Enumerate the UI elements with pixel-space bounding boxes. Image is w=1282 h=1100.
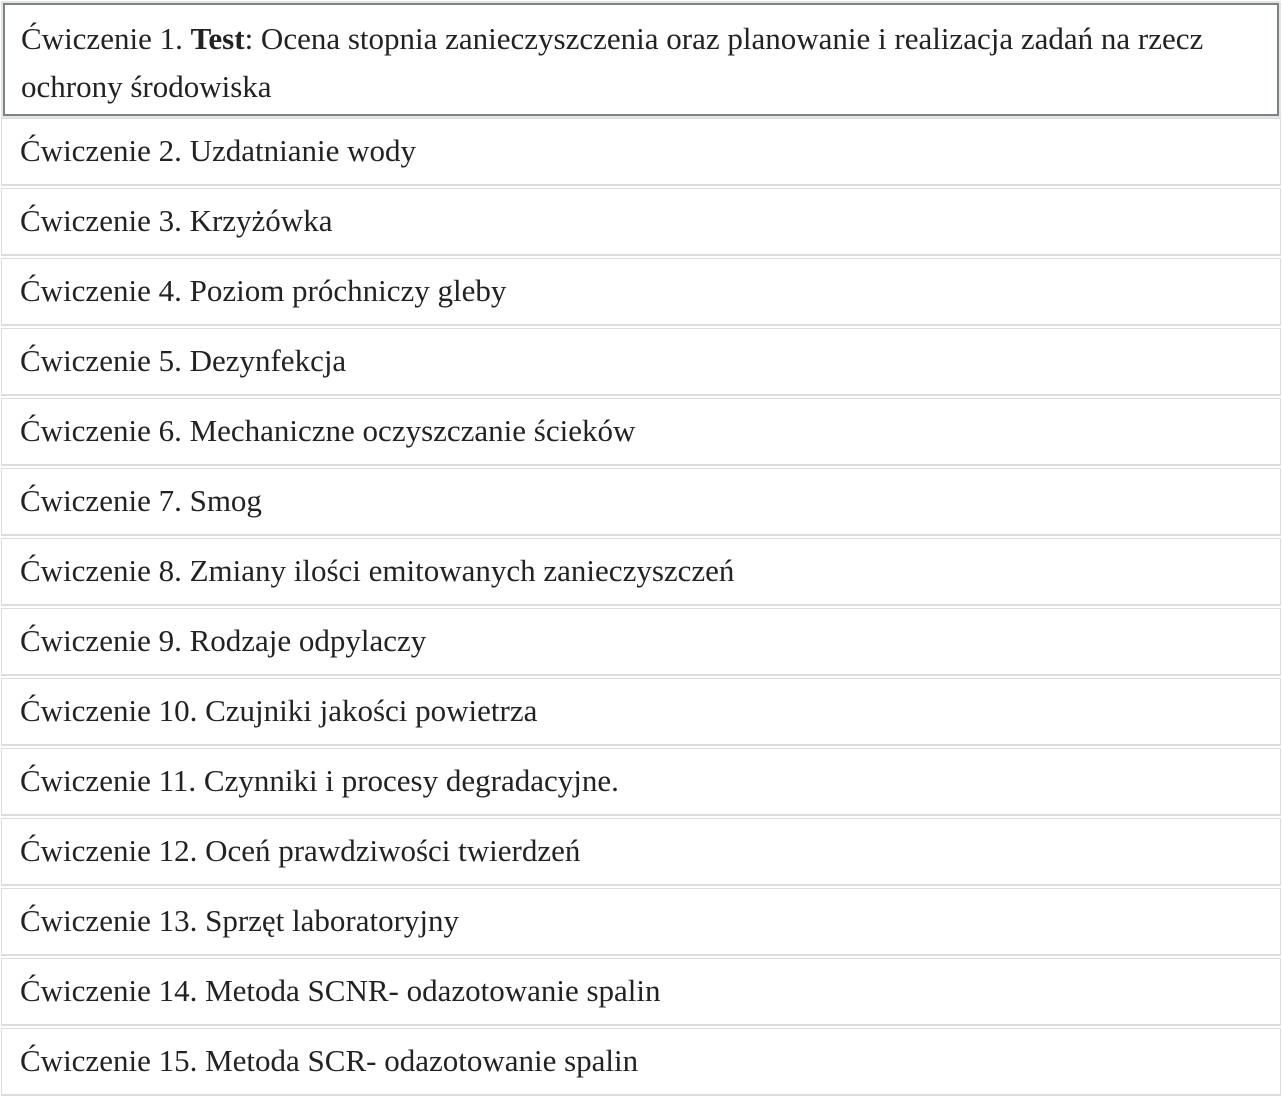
exercise-item-label: Ćwiczenie 5. Dezynfekcja (20, 343, 347, 378)
exercise-item-5[interactable] (1, 328, 1281, 396)
exercise-item-11[interactable] (1, 748, 1281, 816)
exercise-item-label: Ćwiczenie 8. Zmiany ilości emitowanych zanieczyszczeń (20, 553, 735, 588)
exercise-item-label: Ćwiczenie 3. Krzyżówka (20, 203, 333, 238)
exercise-item-8[interactable] (1, 538, 1281, 606)
exercise-item-15[interactable] (1, 1028, 1281, 1096)
exercise-item-10[interactable] (1, 678, 1281, 746)
exercise-item-label: Ćwiczenie 15. Metoda SCR- odazotowanie spalin (20, 1043, 639, 1078)
exercise-item-6[interactable] (1, 398, 1281, 466)
exercise-item-label: Ćwiczenie 9. Rodzaje odpylaczy (20, 623, 427, 658)
exercise-item-2[interactable] (1, 118, 1281, 186)
exercise-item-1[interactable] (3, 3, 1279, 116)
exercise-item-9[interactable] (1, 608, 1281, 676)
exercise-item-1-title: : Ocena stopnia zanieczyszczenia oraz planowanie i realizacja zadań na rzecz ochrony środowiska (21, 21, 1204, 104)
exercise-item-label: Ćwiczenie 6. Mechaniczne oczyszczanie ścieków (20, 413, 636, 448)
exercise-item-label: Ćwiczenie 11. Czynniki i procesy degradacyjne. (20, 763, 619, 798)
exercise-item-label: Ćwiczenie 13. Sprzęt laboratoryjny (20, 903, 460, 938)
exercise-item-12[interactable] (1, 818, 1281, 886)
exercise-item-14[interactable] (1, 958, 1281, 1026)
exercise-item-1-bold-label: Test (190, 21, 245, 56)
exercise-item-3[interactable] (1, 188, 1281, 256)
exercise-item-label: Ćwiczenie 7. Smog (20, 483, 262, 518)
exercise-item-4[interactable] (1, 258, 1281, 326)
exercise-item-label: Ćwiczenie 14. Metoda SCNR- odazotowanie spalin (20, 973, 661, 1008)
exercise-item-label: Ćwiczenie 12. Oceń prawdziwości twierdzeń (20, 833, 581, 868)
exercise-item-label: Ćwiczenie 10. Czujniki jakości powietrza (20, 693, 538, 728)
exercise-item-13[interactable] (1, 888, 1281, 956)
exercise-item-label: Ćwiczenie 4. Poziom próchniczy gleby (20, 273, 507, 308)
exercise-item-label: Ćwiczenie 2. Uzdatnianie wody (20, 133, 416, 168)
exercise-item-7[interactable] (1, 468, 1281, 536)
exercise-item-1-prefix: Ćwiczenie 1. (21, 21, 183, 56)
